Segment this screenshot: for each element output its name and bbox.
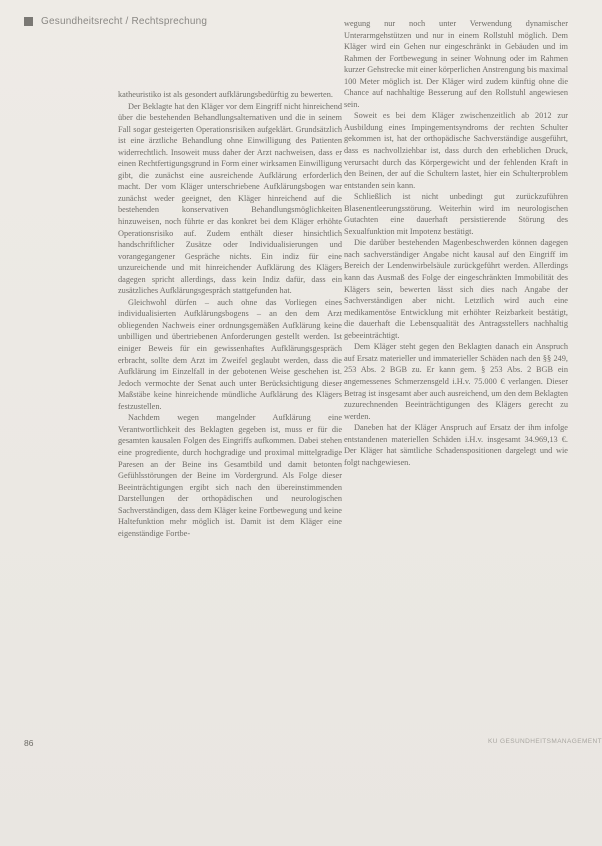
left-text-column xyxy=(118,89,342,539)
paragraph: Daneben hat der Kläger Anspruch auf Ersatz der ihm infolge entstandenen materiellen Schäden i.H.v. insgesamt 34.969,13 €. Der Kläger hat sämtliche Schadenspositionen dargelegt und wie folgt nachgewiesen. xyxy=(344,423,568,467)
section-title: Gesundheitsrecht / Rechtsprechung xyxy=(41,15,208,27)
paragraph: Schließlich ist nicht unbedingt gut zurückzuführen Blasenentleerungsstörung. Weiterhin wird im neurologischen Gutachten eine dauerhaft persistierende Störung des Sexualfunktion mit Impotenz bestätigt. xyxy=(344,192,568,236)
paragraph: Gleichwohl dürfen – auch ohne das Vorliegen eines individualisierten Aufklärungsbogens – an den dem Arzt obliegenden Nachweis einer ordnungsgemäßen Aufklärung keine unbilligen und übertriebenen Anforderungen gestellt werden. Ist einiger Beweis für ein gewissenhaftes Aufklärungsgespräch erbracht, sollte dem Arzt im Zweifel geglaubt werden, dass die Aufklärung im Einzelfall in der gebotenen Weise geschehen ist. Jedoch vermochte der Senat auch unter Berücksichtigung dieser Maßstäbe keine hinreichende mündliche Aufklärung des Klägers festzustellen. xyxy=(118,297,342,411)
paragraph: Dem Kläger steht gegen den Beklagten danach ein Anspruch auf Ersatz materieller und immaterieller Schäden nach den §§ 249, 253 Abs. 2 BGB zu. Er kann gem. § 253 Abs. 2 BGB ein angemessenes Schmerzensgeld i.H.v. 75.000 € verlangen. Dieser Betrag ist insgesamt aber auch ausreichend, um den dem Beklagten zuzurechnenden Beeinträchtigungen des Klägers gerecht zu werden. xyxy=(344,342,568,421)
paragraph: Nachdem wegen mangelnder Aufklärung eine Verantwortlichkeit des Beklagten gegeben ist, muss er für die gesamten kausalen Folgen des Eingriffs aufkommen. Dabei stehen eine progrediente, durch hochgradige und proximal mittelgradige Paresen an der Beine ins Gesamtbild und damit betonten Gefühlsstörungen der Beine im Vordergrund. Als Folge dieser Beeinträchtigungen ergibt sich nach den übereinstimmenden Darstellungen der orthopädischen und neurologischen Sachverständigen, dass dem Kläger keine Fortbewegung und keine Haltefunktion mehr möglich ist. Damit ist dem Kläger eine eigenständige Fortbe- xyxy=(118,413,342,538)
section-marker-square xyxy=(24,17,33,26)
paragraph: katheuristiko ist als gesondert aufklärungsbedürftig zu bewerten. xyxy=(118,90,333,99)
journal-name: KU GESUNDHEITSMANAGEMENT xyxy=(488,738,602,745)
page-header xyxy=(24,14,207,28)
paragraph: Soweit es bei dem Kläger zwischenzeitlich ab 2012 zur Ausbildung eines Impingementsyndroms der rechten Schulter gekommen ist, hat der orthopädische Sachverständige ausgeführt, dass es nachvollziehbar ist, dass durch den erheblichen Druck, verursacht durch das Körpergewicht und der fehlenden Kraft in den Beinen, der auf die Schultern lastet, hier ein Schulterproblem entstanden sein kann. xyxy=(344,111,568,190)
paragraph: wegung nur noch unter Verwendung dynamischer Unterarmgehstützen und nur in einem Rollstuhl möglich. Dem Kläger wird ein Gehen nur eingeschränkt in Gebäuden und im Rahmen der Fortbewegung in seiner Wohnung oder im Rahmen kurzer Gehstrecke mit einer körperlichen Anstrengung bis maximal 100 Meter möglich ist. Der Kläger wird zudem künftig ohne die Chance auf nachhaltige Besserung auf den Rollstuhl angewiesen sein. xyxy=(344,19,568,109)
page-number: 86 xyxy=(24,738,34,748)
right-text-column xyxy=(344,18,568,468)
paragraph: Der Beklagte hat den Kläger vor dem Eingriff nicht hinreichend über die bestehenden Behandlungsalternativen und die in seinem Fall sogar gesteigerten Operationsrisiken aufgeklärt. Grundsätzlich ist eine ärztliche Behandlung ohne Einwilligung des Patienten widerrechtlich. Insoweit muss daher der Arzt nachweisen, dass er einen Rechtfertigungsgrund in Form einer wirksamen Einwilligung gibt, die zunächst eine ausreichende Aufklärung erforderlich macht. Der vom Kläger unterschriebene Aufklärungsbogen war zunächst weder geeignet, den Kläger hinreichend auf die bestehenden konservativen Behandlungsmöglichkeiten hinzuweisen, noch führte er das konkret bei dem Kläger erhöhte Operationsrisiko auf. Zudem enthält dieser hinsichtlich handschriftlicher Zusätze oder Individualisierungen und vorangegangener Gespräche nichts. Ein indiz für eine unzureichende und mit hinreichender Aufklärung des Klägers dagegen spricht allerdings, dass kein Indiz dafür, dass ein zusätzliches Aufklärungsgespräch stattgefunden hat. xyxy=(118,101,342,296)
paragraph: Die darüber bestehenden Magenbeschwerden können dagegen nach sachverständiger Angabe nicht kausal auf den Eingriff im Bereich der Lendenwirbelsäule zurückgeführt werden. Allerdings kann das Ausmaß des Folge der eingeschränkten Immobilität des Klägers sein, bewerten lässt sich dies nach Angabe der Sachverständigen aber nicht. Letztlich wird auch eine medikamentöse Entwicklung mit erhöhter Reizbarkeit bestätigt, die dauerhaft die Lebensqualität des Antragsstellers nachhaltig gebeeinträchtigt. xyxy=(344,238,568,340)
